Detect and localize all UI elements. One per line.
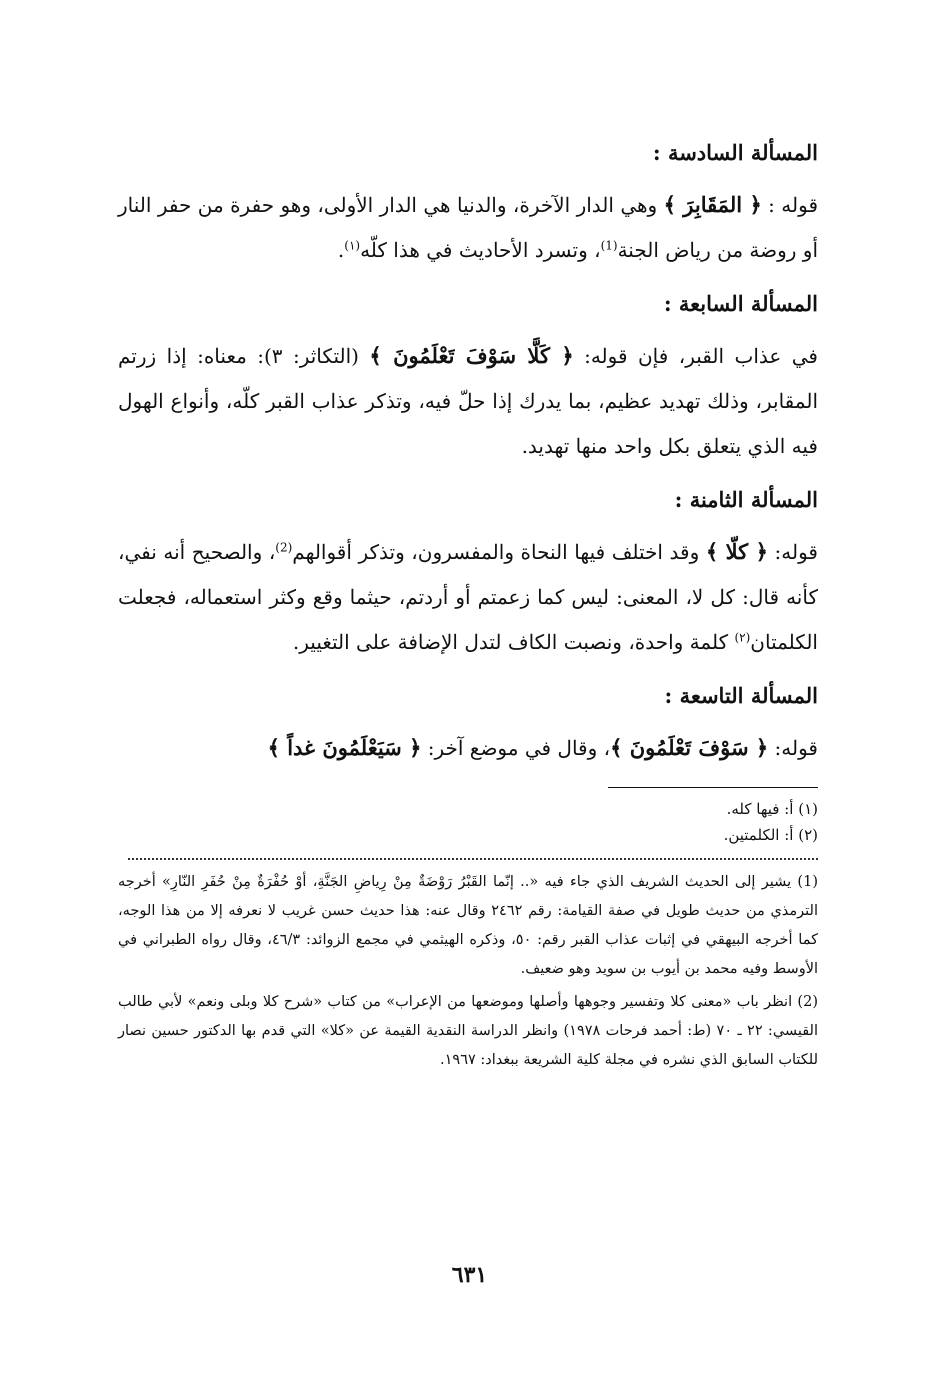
quran-quote: ﴿ المَقَابِرَ ﴾: [663, 192, 762, 217]
section-7: [118, 289, 818, 469]
quran-quote: ﴿ سَيَعْلَمُونَ غداً ﴾: [267, 735, 422, 760]
page-body: [118, 138, 818, 1079]
footnote: (1) يشير إلى الحديث الشريف الذي جاء فيه «.. إنّما القَبْرُ رَوْضَةٌ مِنْ رِياضِ الجَنَّةِ، أوْ حُفْرَةٌ مِنْ حُفَرِ النّارِ» أخرجه الترمذي من حديث طويل في صفة القيامة: رقم ٢٤٦٢ وقال عنه: هذا حديث حسن غريب لا نعرفه إلا من هذا الوجه، كما أخرجه البيهقي في إثبات عذاب القبر رقم: ٥٠، وذكره الهيثمي في مجمع الزوائد: ٤٦/٣، وقال رواه الطبراني في الأوسط وفيه محمد بن أيوب بن سويد وهو ضعيف.: [118, 874, 819, 977]
footnotes: [118, 868, 818, 1075]
section-8: [118, 485, 818, 665]
section-paragraph: [118, 529, 818, 665]
paragraph-text: كلمة واحدة، ونصبت الكاف لتدل الإضافة على التغيير.: [292, 630, 735, 654]
footnote: (2) انظر باب «معنى كلا وتفسير وجوهها وأصلها وموضعها من الإعراب» من كتاب «شرح كلا وبلى ونعم» لأبي طالب القيسي: ٢٢ ـ ٧٠ (ط: أحمد فرحات ١٩٧٨) وانظر الدراسة النقدية القيمة عن «كلا» التي قدم بها الدكتور حسين نصار للكتاب السابق الذي نشره في مجلة كلية الشريعة ببغداد: ١٩٦٧.: [118, 994, 818, 1068]
section-paragraph: [118, 725, 818, 771]
paragraph-text: (التكاثر: ٣): معناه: إذا زرتم المقابر، وذلك تهديد عظيم، بما يدرك إذا حلّ فيه، وتذكر عذاب القبر كلّه، وأنواع الهول فيه الذي يتعلق بكل واحد منها تهديد.: [118, 344, 818, 458]
page-number: ٦٣١: [451, 1262, 488, 1288]
section-heading: المسألة السابعة :: [663, 291, 818, 316]
paragraph-text: ، وقال في موضع آخر:: [421, 736, 611, 760]
variant-notes: [118, 796, 818, 848]
paragraph-text: ، والصحيح أنه نفي، كأنه قال: كل لا، المعنى: ليس كما زعمتم أو أردتم، حيثما وقع وكثر استعماله، فجعلت الكلمتان: [118, 540, 818, 654]
variant-note-marker[interactable]: (٢): [734, 630, 751, 645]
dotted-separator: [128, 858, 818, 860]
quran-quote: ﴿ كلّا ﴾: [705, 539, 768, 564]
paragraph-lead: في عذاب القبر، فإن قوله:: [573, 344, 818, 368]
variant-note: (١) أ: فيها كله.: [726, 800, 818, 818]
quran-quote: ﴿ كَلَّا سَوْفَ تَعْلَمُونَ ﴾: [369, 343, 574, 368]
section-6: [118, 138, 818, 273]
paragraph-lead: قوله:: [768, 736, 818, 760]
section-heading: المسألة التاسعة :: [664, 683, 818, 708]
section-heading: المسألة الثامنة :: [674, 487, 818, 512]
paragraph-lead: قوله :: [761, 193, 819, 217]
section-paragraph: [118, 333, 818, 469]
paragraph-lead: قوله:: [767, 540, 818, 564]
paragraph-text: ، وتسرد الأحاديث في هذا كلّه: [360, 238, 601, 262]
paragraph-text: وهي الدار الآخرة، والدنيا هي الدار الأولى، وهو حفرة من حفر النار أو روضة من رياض الجنة: [118, 193, 818, 262]
paragraph-text: .: [337, 238, 345, 262]
footnote-marker[interactable]: (1): [600, 238, 618, 253]
paragraph-text: وقد اختلف فيها النحاة والمفسرون، وتذكر أقوالهم: [292, 540, 706, 564]
quran-quote: ﴿ سَوْفَ تَعْلَمُونَ ﴾: [610, 735, 769, 760]
section-paragraph: [118, 182, 818, 273]
section-heading: المسألة السادسة :: [652, 140, 818, 165]
variant-note: (٢) أ: الكلمتين.: [723, 826, 818, 844]
footnote-separator: [608, 787, 818, 788]
section-9: [118, 681, 818, 771]
footnote-marker[interactable]: (2): [275, 540, 293, 555]
variant-note-marker[interactable]: (١): [344, 238, 361, 253]
